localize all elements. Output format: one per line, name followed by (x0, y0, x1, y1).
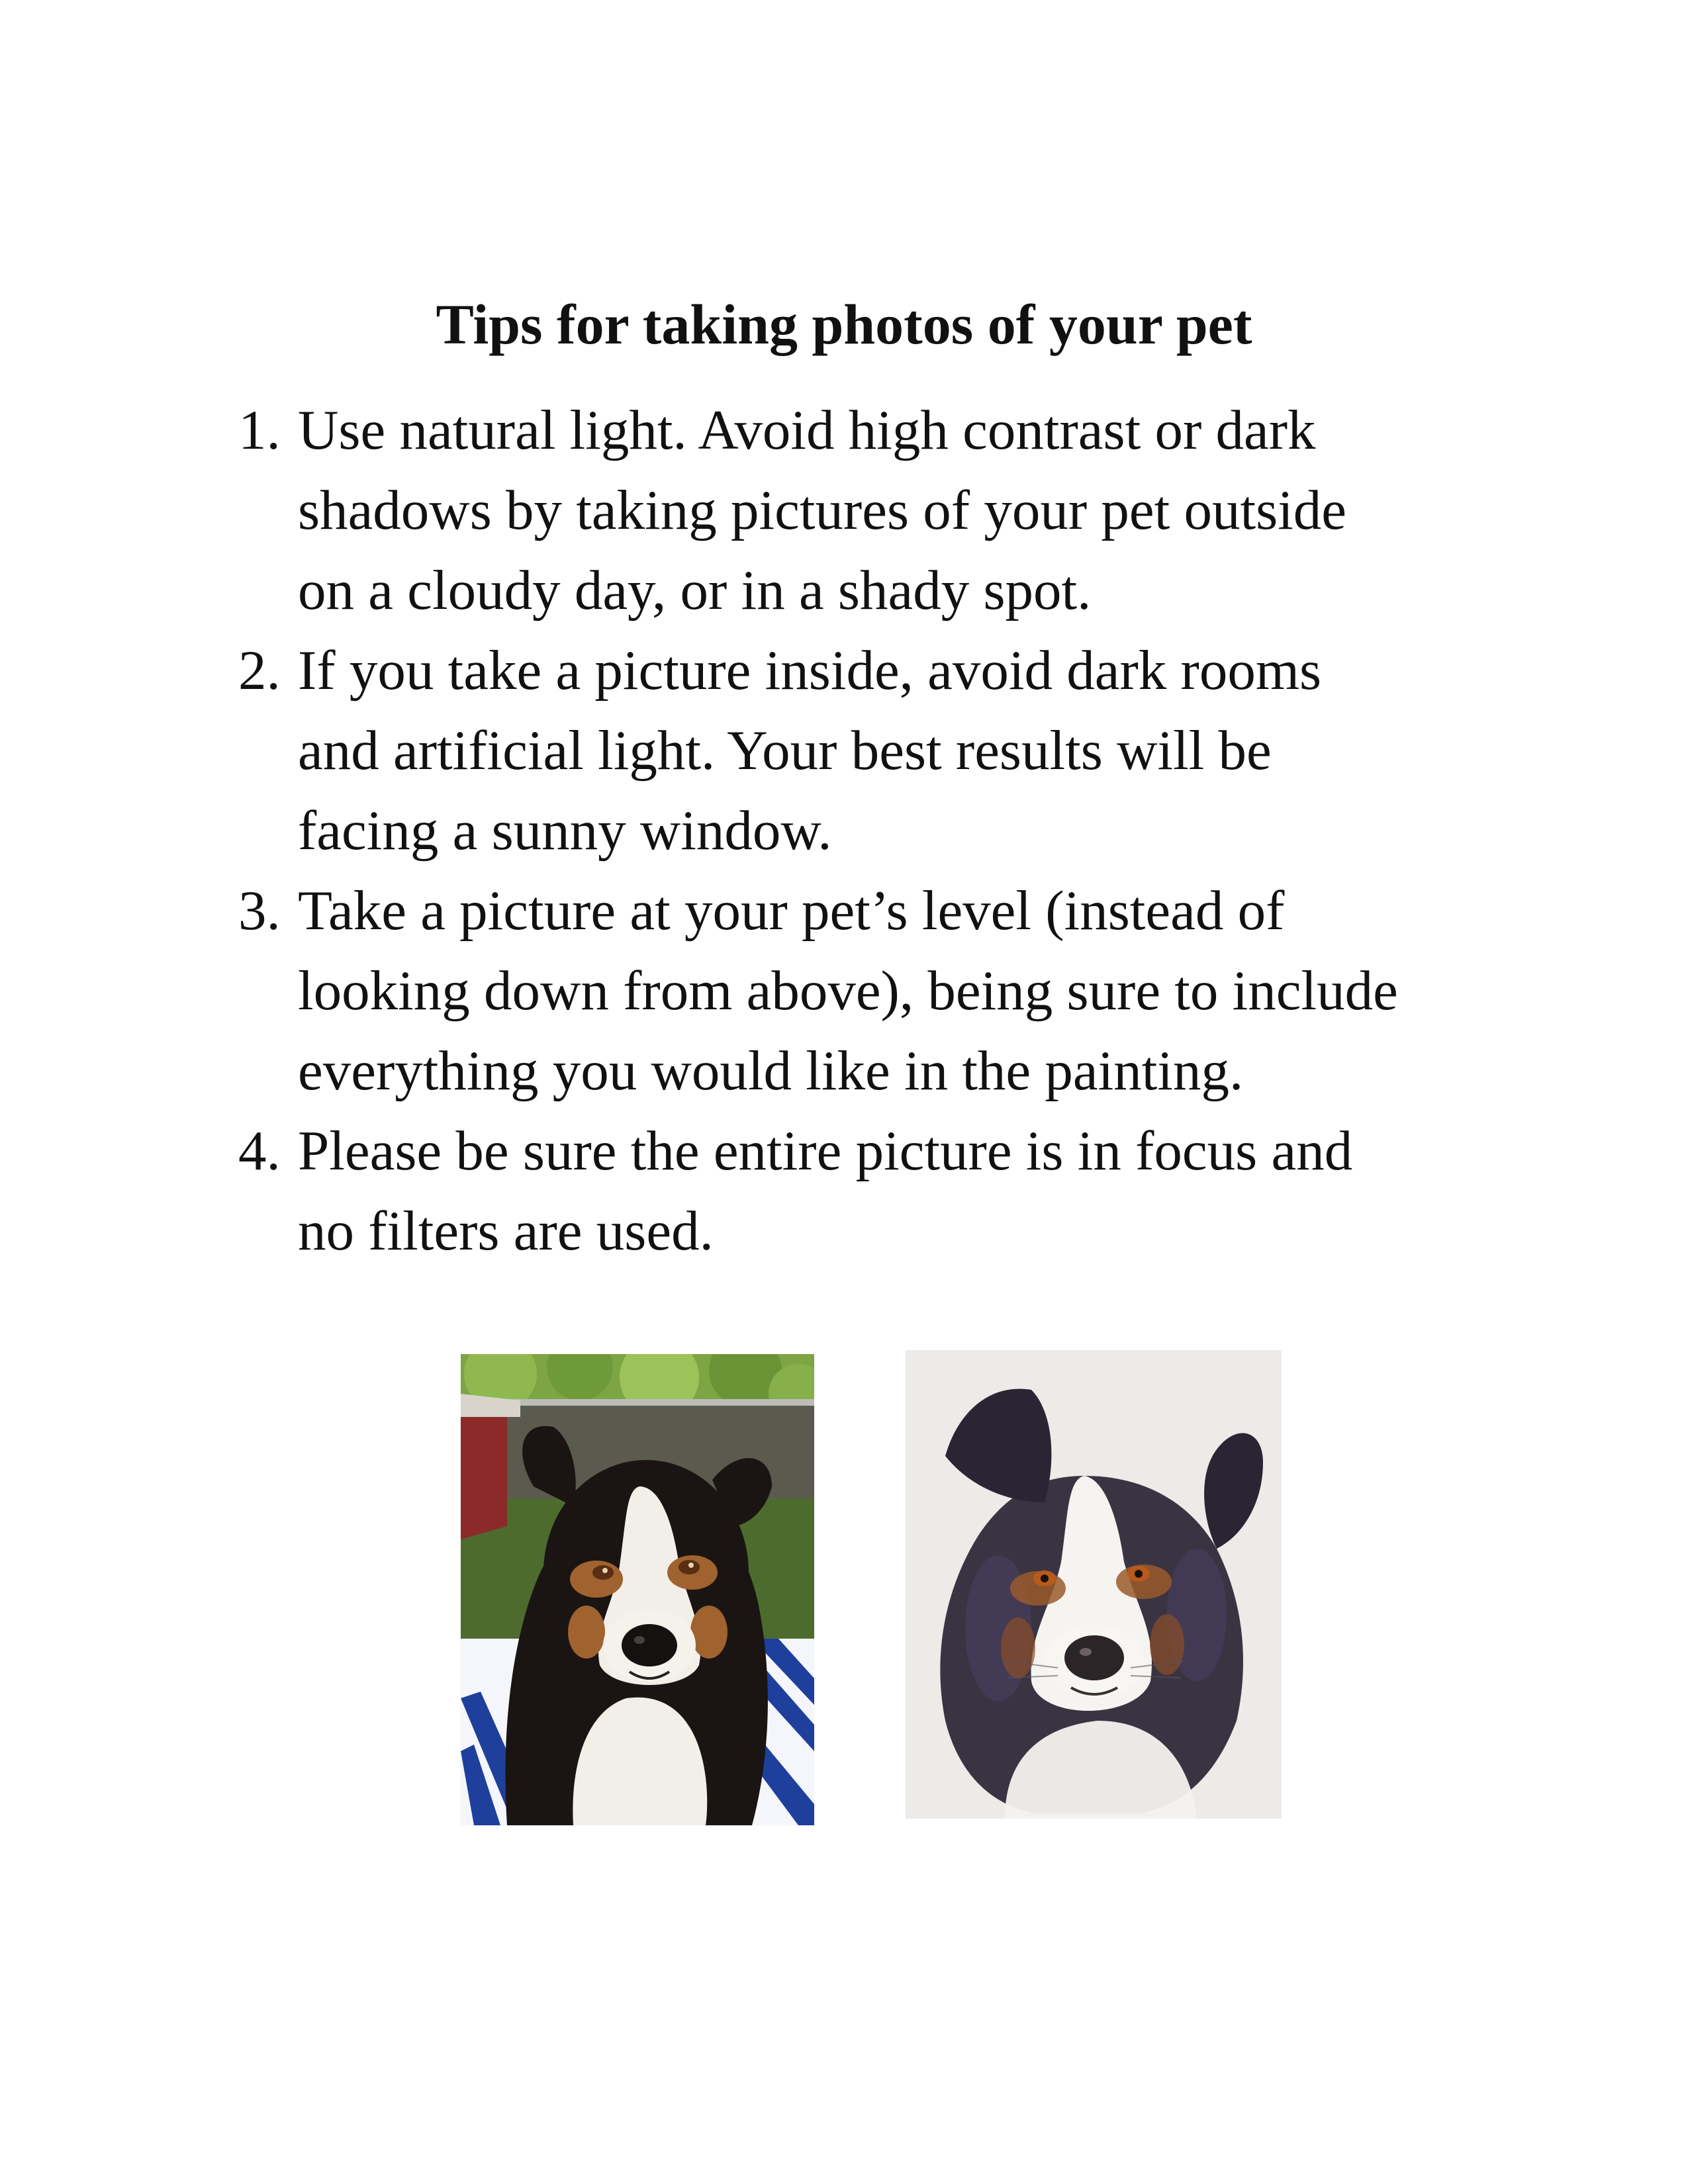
tip-item-2 (238, 631, 1496, 871)
tip-number: 1. (238, 399, 281, 461)
tip-line: facing a sunny window. (298, 799, 832, 862)
tip-line: looking down from above), being sure to include (298, 960, 1398, 1022)
tip-line: shadows by taking pictures of your pet outside (298, 479, 1347, 541)
dog-photo (461, 1354, 814, 1825)
tip-line: and artificial light. Your best results will be (298, 719, 1272, 782)
tip-line: on a cloudy day, or in a shady spot. (298, 559, 1092, 621)
tips-list (238, 390, 1496, 1271)
tip-number: 2. (238, 639, 281, 702)
tip-item-3 (238, 871, 1496, 1111)
tip-line: no filters are used. (298, 1200, 714, 1262)
tip-line: Take a picture at your pet’s level (instead of (298, 880, 1285, 942)
tip-line: everything you would like in the painting. (298, 1040, 1244, 1102)
dog-photo-icon (461, 1354, 814, 1825)
dog-painting-icon (906, 1350, 1282, 1819)
tip-line: Please be sure the entire picture is in focus and (298, 1120, 1353, 1182)
tip-number: 3. (238, 880, 281, 942)
page-title: Tips for taking photos of your pet (436, 293, 1252, 356)
tip-item-4 (238, 1111, 1496, 1271)
dog-painting (906, 1350, 1282, 1819)
tip-number: 4. (238, 1120, 281, 1182)
tip-line: If you take a picture inside, avoid dark rooms (298, 639, 1322, 702)
tip-item-1 (238, 390, 1496, 631)
tip-line: Use natural light. Avoid high contrast or dark (298, 399, 1316, 461)
